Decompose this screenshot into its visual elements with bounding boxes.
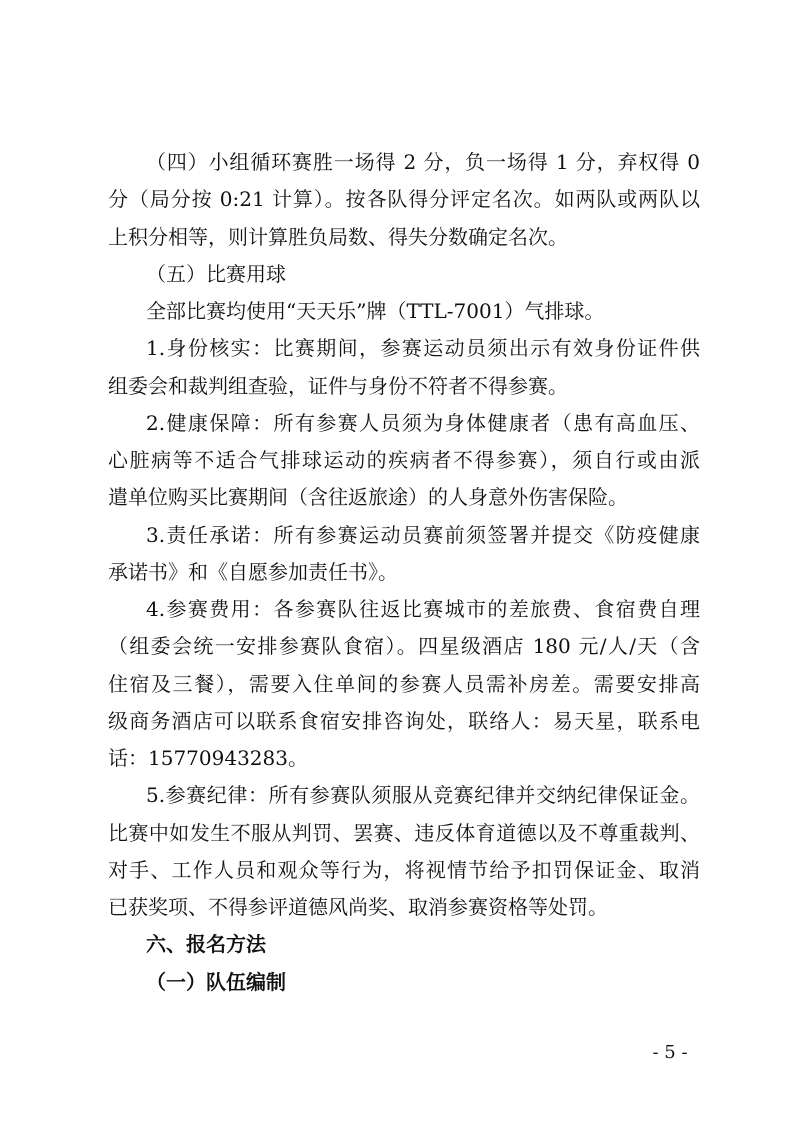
- paragraph-line: 已获奖项、不得参评道德风尚奖、取消参赛资格等处罚。: [108, 895, 608, 919]
- scoring-rule-paragraph: [108, 144, 700, 256]
- page-number: - 5 -: [652, 1042, 688, 1063]
- paragraph-line: 1.身份核实：比赛期间，参赛运动员须出示有效身份证件供: [146, 336, 700, 361]
- fees-paragraph: [108, 591, 700, 777]
- document-body: [108, 144, 700, 1001]
- paragraph-line: 话：15770943283。: [108, 746, 308, 770]
- paragraph-line: 3.责任承诺：所有参赛运动员赛前须签署并提交《防疫健康: [146, 522, 700, 547]
- paragraph-line: 住宿及三餐），需要入住单间的参赛人员需补房差。需要安排高: [108, 671, 700, 696]
- paragraph-line: 2.健康保障：所有参赛人员须为身体健康者（患有高血压、: [146, 410, 700, 435]
- paragraph-line: 级商务酒店可以联系食宿安排咨询处，联络人：易天星，联系电: [108, 708, 700, 733]
- paragraph-line: 分（局分按 0:21 计算）。按各队得分评定名次。如两队或两队以: [108, 187, 700, 212]
- health-paragraph: [108, 405, 700, 517]
- discipline-paragraph: [108, 777, 700, 926]
- paragraph-line: 遣单位购买比赛期间（含往返旅途）的人身意外伤害保险。: [108, 485, 628, 510]
- identity-paragraph: [108, 330, 700, 405]
- paragraph-line: （四）小组循环赛胜一场得 2 分，负一场得 1 分，弃权得 0: [146, 150, 700, 174]
- paragraph-line: 上积分相等，则计算胜负局数、得失分数确定名次。: [108, 224, 568, 249]
- ball-paragraph: 全部比赛均使用“天天乐”牌（TTL-7001）气排球。: [146, 299, 605, 323]
- paragraph-line: 心脏病等不适合气排球运动的疾病者不得参赛），须自行或由派: [108, 448, 700, 472]
- ball-heading: （五）比赛用球: [146, 261, 286, 286]
- subsection-heading: （一）队伍编制: [146, 969, 286, 994]
- paragraph-line: 组委会和裁判组查验，证件与身份不符者不得参赛。: [108, 373, 568, 398]
- commitment-paragraph: [108, 517, 700, 592]
- paragraph-line: （组委会统一安排参赛队食宿）。四星级酒店 180 元/人/天（含: [108, 634, 700, 659]
- paragraph-line: 对手、工作人员和观众等行为，将视情节给予扣罚保证金、取消: [108, 857, 700, 882]
- paragraph-line: 承诺书》和《自愿参加责任书》。: [108, 559, 398, 584]
- paragraph-line: 比赛中如发生不服从判罚、罢赛、违反体育道德以及不尊重裁判、: [108, 820, 700, 845]
- paragraph-line: 5.参赛纪律：所有参赛队须服从竞赛纪律并交纳纪律保证金。: [146, 783, 700, 808]
- paragraph-line: 4.参赛费用：各参赛队往返比赛城市的差旅费、食宿费自理: [146, 597, 700, 621]
- section-heading: 六、报名方法: [146, 932, 266, 957]
